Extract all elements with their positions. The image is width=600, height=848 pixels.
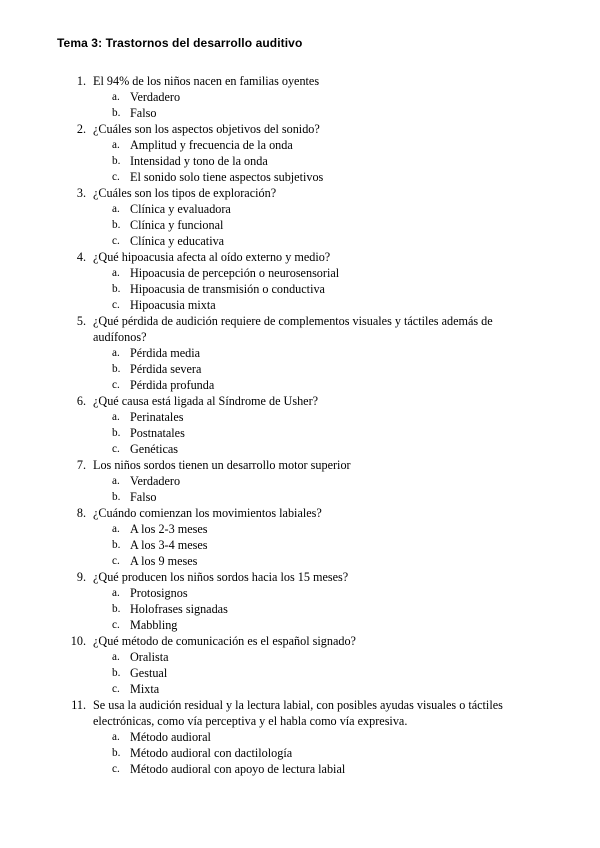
option-letter: c. [112, 299, 120, 311]
question-item [0, 121, 600, 185]
option-text: Mabbling [130, 618, 178, 632]
option-letter: b. [112, 363, 121, 375]
question-text: ¿Cuándo comienzan los movimientos labiales? [93, 506, 322, 520]
option-text: Pérdida severa [130, 362, 202, 376]
option-letter: a. [112, 139, 120, 151]
option-item [0, 441, 600, 457]
option-letter: a. [112, 347, 120, 359]
option-item [0, 617, 600, 633]
option-text: Holofrases signadas [130, 602, 228, 616]
option-item [0, 377, 600, 393]
option-letter: a. [112, 267, 120, 279]
option-text: Oralista [130, 650, 169, 664]
option-text: Mixta [130, 682, 160, 696]
option-item [0, 473, 600, 489]
option-item [0, 169, 600, 185]
option-text: Verdadero [130, 474, 181, 488]
option-letter: c. [112, 683, 120, 695]
option-text: Perinatales [130, 410, 184, 424]
option-letter: a. [112, 411, 120, 423]
option-letter: a. [112, 91, 120, 103]
option-item [0, 761, 600, 777]
question-number: 8. [76, 506, 86, 520]
question-text: ¿Qué producen los niños sordos hacia los 15 meses? [93, 570, 349, 584]
option-letter: c. [112, 555, 120, 567]
option-text: Protosignos [130, 586, 188, 600]
option-list [0, 201, 600, 249]
option-letter: b. [112, 107, 121, 119]
question-item [0, 313, 600, 393]
option-item [0, 361, 600, 377]
question-item [0, 569, 600, 633]
option-text: Verdadero [130, 90, 181, 104]
question-text: ¿Qué método de comunicación es el español signado? [93, 634, 356, 648]
option-item [0, 105, 600, 121]
question-text: ¿Cuáles son los tipos de exploración? [93, 186, 277, 200]
option-item [0, 345, 600, 361]
question-text: El 94% de los niños nacen en familias oyentes [93, 74, 320, 88]
option-item [0, 137, 600, 153]
option-item [0, 585, 600, 601]
option-item [0, 489, 600, 505]
question-number: 1. [76, 74, 86, 88]
question-item [0, 505, 600, 569]
option-list [0, 649, 600, 697]
option-text: Postnatales [130, 426, 185, 440]
question-item [0, 73, 600, 121]
option-letter: c. [112, 171, 120, 183]
option-list [0, 585, 600, 633]
option-letter: b. [112, 667, 121, 679]
option-letter: c. [112, 763, 120, 775]
option-item [0, 265, 600, 281]
option-text: Pérdida profunda [130, 378, 215, 392]
question-number: 6. [76, 394, 86, 408]
question-number: 11. [71, 698, 86, 712]
option-item [0, 665, 600, 681]
question-text: ¿Cuáles son los aspectos objetivos del sonido? [93, 122, 320, 136]
question-text: ¿Qué causa está ligada al Síndrome de Usher? [93, 394, 319, 408]
option-list [0, 409, 600, 457]
option-item [0, 745, 600, 761]
option-letter: c. [112, 619, 120, 631]
option-list [0, 521, 600, 569]
option-text: Intensidad y tono de la onda [130, 154, 268, 168]
option-text: Método audioral con dactilología [130, 746, 293, 760]
question-item [0, 393, 600, 457]
option-text: Pérdida media [130, 346, 201, 360]
option-text: Falso [130, 490, 157, 504]
option-item [0, 601, 600, 617]
question-number: 7. [76, 458, 86, 472]
question-text: Se usa la audición residual y la lectura labial, con posibles ayudas visuales o táctiles electrónicas, como vía perceptiva y el habla como vía expresiva. [93, 698, 503, 728]
document-title: Tema 3: Trastornos del desarrollo auditivo [57, 36, 303, 50]
option-text: A los 9 meses [130, 554, 198, 568]
option-letter: a. [112, 475, 120, 487]
option-letter: c. [112, 379, 120, 391]
option-text: Clínica y funcional [130, 218, 224, 232]
option-text: El sonido solo tiene aspectos subjetivos [130, 170, 324, 184]
question-number: 4. [76, 250, 86, 264]
option-list [0, 729, 600, 777]
option-text: Hipoacusia de percepción o neurosensorial [130, 266, 340, 280]
option-letter: b. [112, 603, 121, 615]
option-letter: b. [112, 539, 121, 551]
option-text: A los 2-3 meses [130, 522, 208, 536]
option-letter: b. [112, 747, 121, 759]
question-item [0, 249, 600, 313]
question-item [0, 633, 600, 697]
option-letter: b. [112, 491, 121, 503]
question-item [0, 185, 600, 249]
option-text: Amplitud y frecuencia de la onda [130, 138, 293, 152]
option-text: Hipoacusia mixta [130, 298, 216, 312]
option-letter: b. [112, 283, 121, 295]
option-text: Gestual [130, 666, 168, 680]
option-item [0, 281, 600, 297]
option-item [0, 729, 600, 745]
option-item [0, 217, 600, 233]
option-item [0, 233, 600, 249]
option-letter: b. [112, 219, 121, 231]
option-item [0, 409, 600, 425]
option-text: Hipoacusia de transmisión o conductiva [130, 282, 325, 296]
option-item [0, 89, 600, 105]
option-letter: c. [112, 235, 120, 247]
option-text: Falso [130, 106, 157, 120]
option-letter: a. [112, 731, 120, 743]
option-item [0, 153, 600, 169]
option-item [0, 681, 600, 697]
option-list [0, 473, 600, 505]
option-text: Genéticas [130, 442, 179, 456]
question-number: 2. [76, 122, 86, 136]
question-text: ¿Qué hipoacusia afecta al oído externo y medio? [93, 250, 331, 264]
question-text: ¿Qué pérdida de audición requiere de complementos visuales y táctiles además de audífonos? [93, 314, 493, 344]
question-item [0, 457, 600, 505]
option-item [0, 201, 600, 217]
option-text: Clínica y educativa [130, 234, 225, 248]
question-number: 10. [70, 634, 86, 648]
option-item [0, 425, 600, 441]
option-item [0, 537, 600, 553]
question-list [0, 73, 600, 777]
option-list [0, 345, 600, 393]
option-letter: b. [112, 155, 121, 167]
option-letter: b. [112, 427, 121, 439]
option-text: Método audioral con apoyo de lectura labial [130, 762, 346, 776]
option-item [0, 297, 600, 313]
option-list [0, 265, 600, 313]
question-number: 5. [76, 314, 86, 328]
option-letter: c. [112, 443, 120, 455]
option-letter: a. [112, 651, 120, 663]
question-number: 9. [76, 570, 86, 584]
question-text: Los niños sordos tienen un desarrollo motor superior [93, 458, 351, 472]
option-letter: a. [112, 587, 120, 599]
question-item [0, 697, 600, 777]
option-text: Método audioral [130, 730, 211, 744]
option-text: Clínica y evaluadora [130, 202, 231, 216]
option-text: A los 3-4 meses [130, 538, 208, 552]
option-item [0, 553, 600, 569]
option-letter: a. [112, 523, 120, 535]
question-number: 3. [76, 186, 86, 200]
option-item [0, 649, 600, 665]
option-list [0, 137, 600, 185]
option-item [0, 521, 600, 537]
option-letter: a. [112, 203, 120, 215]
option-list [0, 89, 600, 121]
